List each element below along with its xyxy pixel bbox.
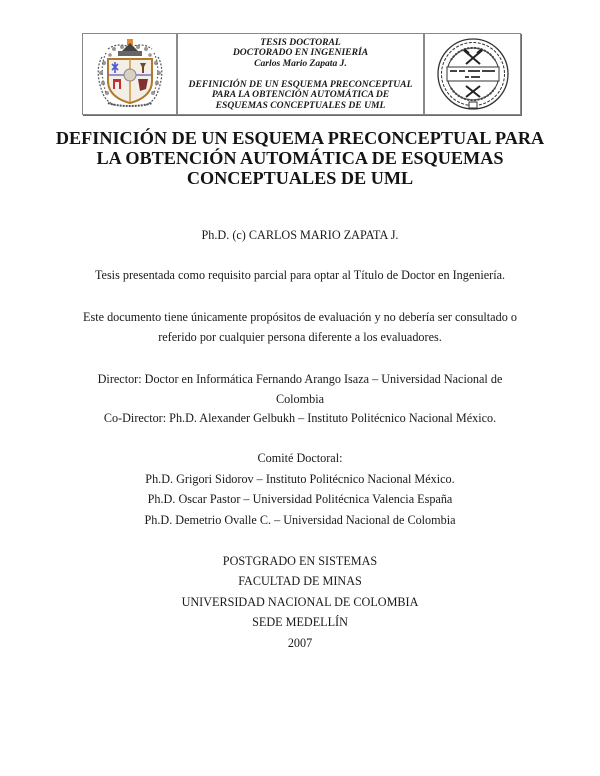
author-line: Ph.D. (c) CARLOS MARIO ZAPATA J. <box>201 228 399 242</box>
faculty-of-mines-seal-icon <box>435 36 511 112</box>
co-director-line: Co-Director: Ph.D. Alexander Gelbukh – Instituto Politécnico Nacional México. <box>103 411 497 425</box>
disclaimer-line-2: referido por cualquier persona diferente a los evaluadores. <box>158 330 442 344</box>
title-line-3: CONCEPTUALES DE UML <box>186 168 414 188</box>
header-line-title-3: ESQUEMAS CONCEPTUALES DE UML <box>215 99 386 111</box>
director-line-cont: Colombia <box>275 392 325 406</box>
committee-member-3: Ph.D. Demetrio Ovalle C. – Universidad Nacional de Colombia <box>144 513 456 527</box>
header-line-program: DOCTORADO EN INGENIERÍA <box>232 47 369 59</box>
header-line-thesis: TESIS DOCTORAL <box>260 36 341 48</box>
committee-heading: Comité Doctoral: <box>257 451 343 465</box>
disclaimer-line-1: Este documento tiene únicamente propósitos de evaluación y no debería ser consultado o <box>83 310 517 324</box>
header-line-author: Carlos Mario Zapata J. <box>254 57 347 69</box>
header-line-title-2: PARA LA OBTENCIÓN AUTOMÁTICA DE <box>211 89 390 101</box>
institution-campus: SEDE MEDELLÍN <box>252 615 348 629</box>
institution-program: POSTGRADO EN SISTEMAS <box>222 554 378 568</box>
director-line: Director: Doctor en Informática Fernando Arango Isaza – Universidad Nacional de <box>97 372 503 386</box>
institution-year: 2007 <box>287 636 313 650</box>
header-title-cell <box>178 34 425 114</box>
institution-faculty: FACULTAD DE MINAS <box>238 574 362 588</box>
title-line-2: LA OBTENCIÓN AUTOMÁTICA DE ESQUEMAS <box>96 148 504 168</box>
committee-member-2: Ph.D. Oscar Pastor – Universidad Politécnica Valencia España <box>147 492 453 506</box>
header-left-cell <box>83 34 178 114</box>
institution-university: UNIVERSIDAD NACIONAL DE COLOMBIA <box>181 595 419 609</box>
committee-member-1: Ph.D. Grigori Sidorov – Instituto Politécnico Nacional México. <box>145 472 455 486</box>
university-coat-of-arms-icon <box>94 37 166 111</box>
header-line-title-1: DEFINICIÓN DE UN ESQUEMA PRECONCEPTUAL <box>188 78 413 90</box>
title-line-1: DEFINICIÓN DE UN ESQUEMA PRECONCEPTUAL PARA <box>55 128 545 148</box>
document-title <box>40 128 560 188</box>
header-table <box>82 33 521 115</box>
header-right-cell <box>425 34 520 114</box>
purpose-line: Tesis presentada como requisito parcial para optar al Título de Doctor en Ingeniería. <box>94 268 506 282</box>
